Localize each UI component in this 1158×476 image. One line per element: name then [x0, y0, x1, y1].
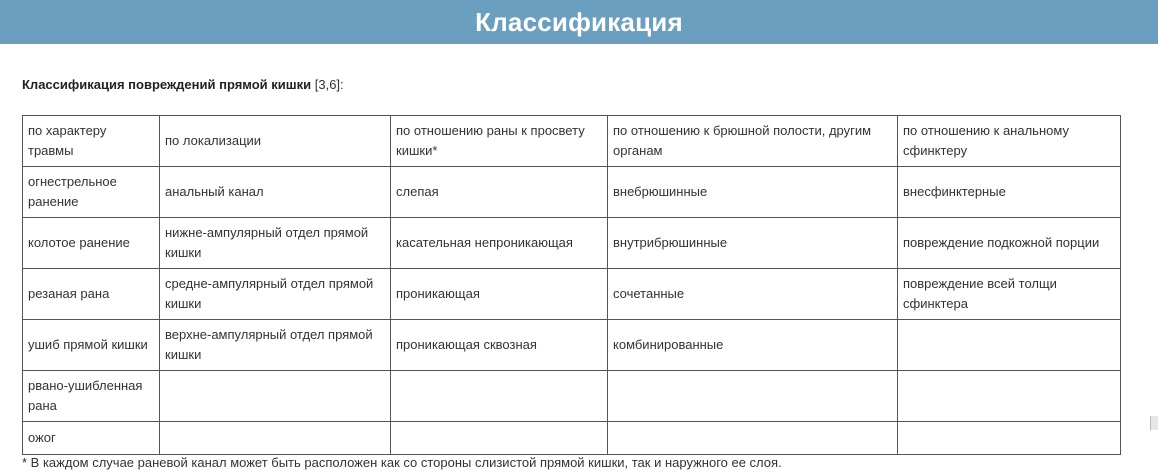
table-cell: касательная непроникающая [391, 218, 608, 269]
table-cell: проникающая сквозная [391, 320, 608, 371]
table-caption [22, 77, 344, 93]
scrollbar-fragment[interactable] [1150, 416, 1158, 430]
footnote: * В каждом случае раневой канал может быть расположен как со стороны слизистой прямой кишки, так и наружного ее слоя. [22, 455, 782, 470]
table-cell: повреждение всей толщи сфинктера [898, 269, 1121, 320]
header-cell: по характеру травмы [23, 116, 160, 167]
page-title: Классификация [475, 6, 683, 37]
table-cell: повреждение подкожной порции [898, 218, 1121, 269]
table-cell [898, 422, 1121, 455]
page-header [0, 0, 1158, 44]
header-cell: по локализации [160, 116, 391, 167]
table-cell [608, 371, 898, 422]
table-cell: огнестрельное ранение [23, 167, 160, 218]
table-cell: проникающая [391, 269, 608, 320]
table-header-row [23, 116, 1121, 167]
table-cell: колотое ранение [23, 218, 160, 269]
table-cell [391, 422, 608, 455]
caption-reference: [3,6]: [311, 77, 344, 92]
table-cell: внутрибрюшинные [608, 218, 898, 269]
table-row [23, 167, 1121, 218]
table-cell [608, 422, 898, 455]
caption-bold-text: Классификация повреждений прямой кишки [22, 77, 312, 92]
table-cell: анальный канал [160, 167, 391, 218]
classification-table [22, 115, 1121, 455]
table-row [23, 371, 1121, 422]
table-cell: резаная рана [23, 269, 160, 320]
table-cell: ожог [23, 422, 160, 455]
header-cell: по отношению раны к просвету кишки* [391, 116, 608, 167]
table-row [23, 269, 1121, 320]
table-cell: средне-ампулярный отдел прямой кишки [160, 269, 391, 320]
header-cell: по отношению к анальному сфинктеру [898, 116, 1121, 167]
table-cell [391, 371, 608, 422]
table-cell: ушиб прямой кишки [23, 320, 160, 371]
table-row [23, 218, 1121, 269]
table-cell: сочетанные [608, 269, 898, 320]
table-cell: внесфинктерные [898, 167, 1121, 218]
table-cell: слепая [391, 167, 608, 218]
table-cell: верхне-ампулярный отдел прямой кишки [160, 320, 391, 371]
table-cell: нижне-ампулярный отдел прямой кишки [160, 218, 391, 269]
table-cell [898, 371, 1121, 422]
header-cell: по отношению к брюшной полости, другим органам [608, 116, 898, 167]
table-cell [160, 422, 391, 455]
table-cell: рвано-ушибленная рана [23, 371, 160, 422]
table-cell [160, 371, 391, 422]
table-cell [898, 320, 1121, 371]
table-row [23, 320, 1121, 371]
table-row [23, 422, 1121, 455]
table-cell: внебрюшинные [608, 167, 898, 218]
table-cell: комбинированные [608, 320, 898, 371]
